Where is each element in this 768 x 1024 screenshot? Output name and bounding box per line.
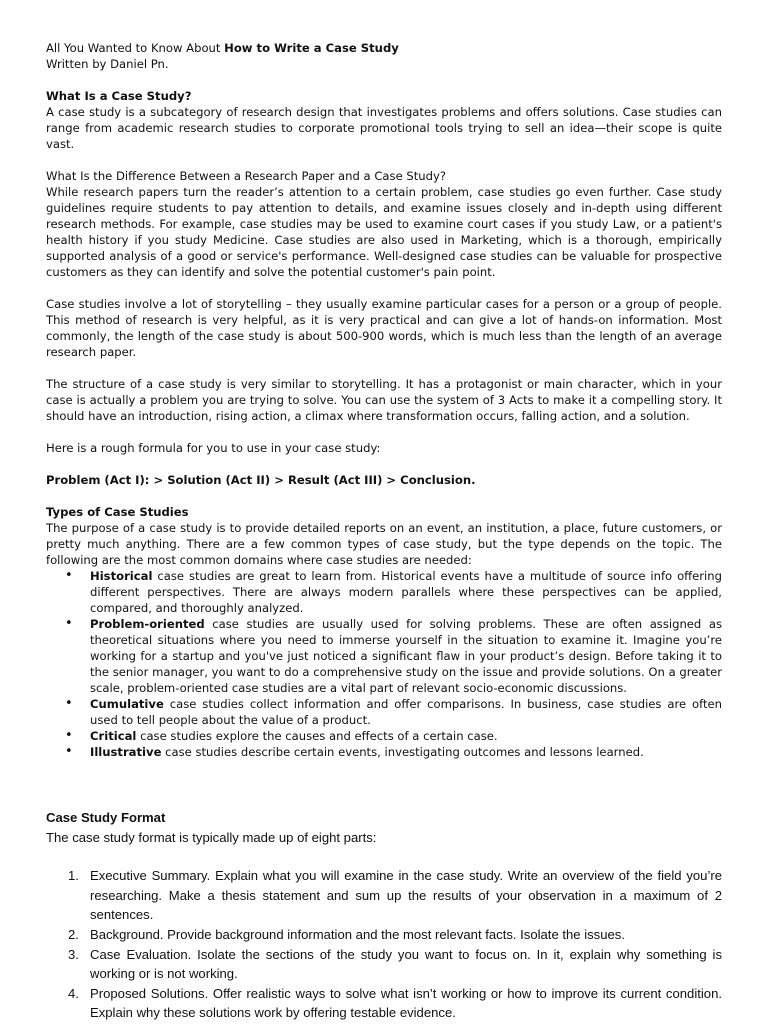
formula-intro: Here is a rough formula for you to use in your case study: [46,441,381,455]
format-list [46,866,722,1023]
title-prefix: All You Wanted to Know About [46,41,225,55]
format-number-3: 3. [68,946,79,962]
list-item-critical [90,728,722,744]
desc-illustrative: case studies describe certain events, investigating outcomes and lessons learned. [161,745,644,759]
heading-types-text: Types of Case Studies [46,505,189,519]
list-item-problem-oriented [90,616,722,696]
format-number-1: 1. [68,868,79,884]
format-number-2: 2. [68,926,79,942]
types-list [46,568,722,760]
formula-line [46,472,722,488]
heading-difference: What Is the Difference Between a Research Paper and a Case Study? [46,169,447,183]
paragraph-what-is: A case study is a subcategory of research design that investigates problems and offers solutions. Case studies can range from academic research studies to corporate promotional tools trying to sell an idea—their scope is quite vast. [46,105,722,151]
format-item-background [68,925,722,945]
desc-historical: case studies are great to learn from. Historical events have a multitude of source info offering different perspectives. There are always modern parallels where these perspectives can be applied, compared, and thoroughly analyzed. [90,569,722,615]
format-intro: The case study format is typically made up of eight parts: [46,829,377,845]
document-title [46,40,722,56]
format-text-1: Executive Summary. Explain what you will examine in the case study. Write an overview of the field you’re researching. Make a thesis statement and sum up the results of your observation in a maximum of 2 sentences. [90,868,722,923]
title-bold: How to Write a Case Study [224,41,399,55]
format-item-case-evaluation [68,945,722,984]
term-historical: Historical [90,569,153,583]
desc-critical: case studies explore the causes and effects of a certain case. [136,729,498,743]
desc-cumulative: case studies collect information and offer comparisons. In business, case studies are often used to tell people about the value of a product. [90,697,722,727]
term-problem-oriented: Problem-oriented [90,617,205,631]
format-text-3: Case Evaluation. Isolate the sections of the study you want to focus on. In it, explain why something is working or is not working. [90,946,722,982]
byline: Written by Daniel Pn. [46,57,169,71]
heading-what-is [46,88,722,104]
formula-bold: Problem (Act I): > Solution (Act II) > Result (Act III) > Conclusion. [46,473,476,487]
paragraph-storytelling: Case studies involve a lot of storytelling – they usually examine particular cases for a person or a group of people. This method of research is very helpful, as it is very practical and can give a lot of hands-on information. Most commonly, the length of the case study is about 500-900 words, which is much less than the length of an average research paper. [46,297,722,359]
heading-format: Case Study Format [46,810,166,825]
paragraph-difference: While research papers turn the reader’s attention to a certain problem, case studies go even further. Case study guidelines require students to pay attention to details, and examine issues closely and in-depth using different research methods. For example, case studies may be used to examine court cases if you study Law, or a patient's health history if you study Medicine. Case studies are also used in Marketing, which is a thorough, empirically supported analysis of a good or service's performance. Well-designed case studies can be valuable for prospective customers as they can identify and solve the potential customer's pain point. [46,185,722,279]
format-number-4: 4. [68,985,79,1001]
list-item-illustrative [90,744,722,760]
list-item-historical [90,568,722,616]
term-critical: Critical [90,729,137,743]
format-section [46,808,722,1023]
format-text-4: Proposed Solutions. Offer realistic ways to solve what isn’t working or how to improve its current condition. Explain why these solutions work by offering testable evidence. [90,985,722,1021]
term-cumulative: Cumulative [90,697,164,711]
paragraph-types-intro: The purpose of a case study is to provide detailed reports on an event, an institution, a place, future customers, or pretty much anything. There are a few common types of case study, but the type depends on the topic. The following are the most common domains where case studies are needed: [46,521,722,567]
heading-types [46,504,722,520]
term-illustrative: Illustrative [90,745,162,759]
format-item-proposed-solutions [68,984,722,1023]
desc-problem-oriented: case studies are usually used for solving problems. These are often assigned as theoretical situations where you need to immerse yourself in the situation to examine it. Imagine you’re working for a startup and you've just noticed a significant flaw in your product’s design. Before taking it to the senior manager, you want to do a comprehensive study on the issue and provide solutions. On a greater scale, problem-oriented case studies are a vital part of relevant socio-economic discussions. [90,617,722,695]
paragraph-structure: The structure of a case study is very similar to storytelling. It has a protagonist or main character, which in your case is actually a problem you are trying to solve. You can use the system of 3 Acts to make it a compelling story. It should have an introduction, rising action, a climax where transformation occurs, falling action, and a solution. [46,377,722,423]
list-item-cumulative [90,696,722,728]
format-text-2: Background. Provide background information and the most relevant facts. Isolate the issues. [90,926,625,942]
format-item-executive-summary [68,866,722,925]
heading-what-is-text: What Is a Case Study? [46,89,192,103]
